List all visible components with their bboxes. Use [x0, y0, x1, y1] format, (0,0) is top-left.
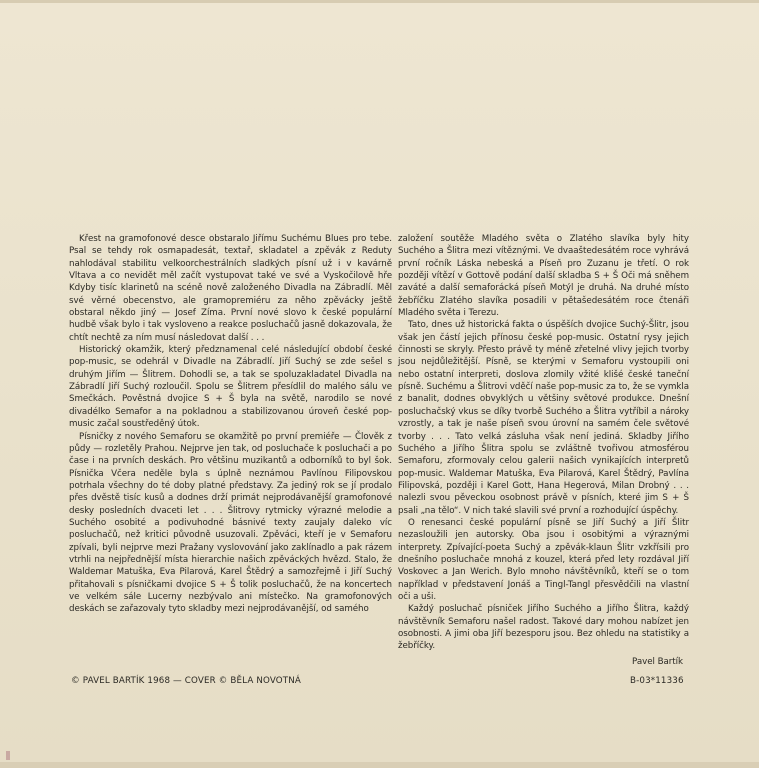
author-signature: Pavel Bartík [632, 656, 683, 667]
paragraph: Každý posluchač písniček Jiřího Suchého a Jiřího Šlitra, každý návštěvník Semaforu našel radost. Takové dary mohou nabízet jen osobnosti. A jimi oba Jiří bezesporu jsou. Bez ohledu na statistiky a žebříčky. [398, 604, 689, 652]
paragraph: Křest na gramofonové desce obstaralo Jiřímu Suchému Blues pro tebe. Psal se tehdy rok osmapadesát, textař, skladatel a zpěvák z Reduty nahlodával stabilitu velkoorchestrálních sladkých písní už i v kavárně Vltava a co nevidět měl začít vystupovat také ve své a Vyskočilově hře Kdyby tisíc klarinetů na scéně nově založeného Divadla na Zábradlí. Měl své věrné obecenstvo, ale gramopremiéru za něho zpěvácky ještě obstaral někdo jiný — Josef Zíma. První nové slovo k české populární hudbě však bylo i tak vysloveno a reakce posluchačů jasně dokazovala, že chtít nechtě za ním musí následovat další . . . [69, 234, 392, 343]
paragraph: Tato, dnes už historická fakta o úspěších dvojice Suchý-Šlitr, jsou však jen částí jejich přínosu české pop-music. Ostatní rysy jejich činnosti se skryly. Přesto právě ty méně zřetelné vlivy jejich tvorby jsou nejdůležitější. Písně, se kterými v Semaforu vystoupili oni nebo ostatní interpreti, doslova zlomily vžité klišé české taneční písně. Suchému a Šlitrovi vděčí naše pop-music za to, že se vymkla z banalit, dodnes obvyklých u většiny světové produkce. Dnešní posluchačský vkus se díky tvorbě Suchého a Šlitra vytříbil a nároky vzrostly, a tak je naše píseň svou úrovní na samém čele světové tvorby . . . Tato velká zásluha však není jediná. Skladby Jiřího Suchého a Jiřího Šlitra spolu se zvláštně tvořivou atmosférou Semaforu, zformovaly celou galerii našich vynikajících interpretů pop-music. Waldemar Matuška, Eva Pilarová, Karel Štědrý, Pavlína Filipovská, později i Karel Gott, Hana Hegerová, Milan Drobný . . . nalezli svou pěveckou osobnost právě v písních, které jim S + Š psali „na tělo“. V nich také slavili své první a rozhodující úspěchy. [398, 320, 689, 516]
copyright-credits: © PAVEL BARTÍK 1968 — COVER © BĚLA NOVOTNÁ [71, 676, 301, 686]
sleeve-bottom-edge [0, 762, 759, 768]
paragraph: založení soutěže Mladého světa o Zlatého slavíka byly hity Suchého a Šlitra mezi vítěznými. Ve dvaaštedesátém roce vyhrává první ročník Láska nebeská a Píseň pro Zuzanu je třetí. O rok později vítězí v Gottově podání další skladba S + Š Oči má sněhem zaváté a další semaforácká píseň Motýl je druhá. Na druhé místo žebříčku Zlatého slavíka posadili v pětašedesátém roce čtenáři Mladého světa i Terezu. [398, 234, 689, 319]
paragraph: Historický okamžik, který předznamenal celé následující období české pop-music, se odehrál v Divadle na Zábradlí. Jiří Suchý se zde sešel s druhým Jiřím — Šlitrem. Dohodli se, a tak se spoluzakladatel Divadla na Zábradlí Jiří Suchý rozloučil. Spolu se Šlitrem přesídlil do malého sálu ve Smečkách. Pověstná dvojice S + Š byla na světě, narodilo se nové divadélko Semafor a na pokladnou a stabilizovanou úroveň české pop-music začal soustředěný útok. [69, 345, 392, 430]
liner-notes-right-column [398, 233, 689, 668]
catalog-number: B-03*11336 [630, 676, 684, 686]
paragraph: Písničky z nového Semaforu se okamžitě po první premiéře — Člověk z půdy — rozletěly Prahou. Nejprve jen tak, od posluchače k posluchači a po čase i na prvních deskách. Pro většinu muzikantů a odborníků to byl šok. Písnička Včera neděle byla s úplně neznámou Pavlínou Filipovskou potrhala všechny do té doby platné představy. Za jediný rok se jí prodalo přes dvěstě tisíc kusů a dodnes drží primát nejprodávanější gramofonové desky posledních dvaceti let . . . Šlitrovy rytmicky výrazné melodie a Suchého osobité a podivuhodné básnivé texty zaujaly daleko víc posluchačů, než kritici původně usuzovali. Zpěváci, kteří je v Semaforu zpívali, byli nejprve mezi Pražany vyslovování jako zaklínadlo a pak rázem vtrhli na nejpřednější místa hierarchie našich zpěváckých hvězd. Stalo, že Waldemar Matuška, Eva Pilarová, Karel Štědrý a samozřejmě i Jiří Suchý přitahovali s písničkami dvojice S + Š tolik posluchačů, že na koncertech ve velkém sále Lucerny nezbývalo ani místečko. Na gramofonových deskách se zařazovaly tyto skladby mezi nejprodávanější, od samého [69, 431, 392, 615]
sleeve-wear-mark [6, 751, 10, 760]
liner-notes-left-column [69, 233, 392, 616]
paragraph: O renesanci české populární písně se Jiří Suchý a Jiří Šlitr nezasloužili jen autorsky. Oba jsou i osobitými a výraznými interprety. Zpívající-poeta Suchý a zpěvák-klaun Šlitr vzkřísili pro dnešního posluchače mnohá z kouzel, která před lety rozdával Jiří Voskovec a Jan Werich. Bylo mnoho návštěvníků, kteří se o tom například v představení Jonáš a Tingl-Tangl přesvědčili na vlastní oči a uši. [398, 517, 689, 602]
sleeve-top-edge [0, 0, 759, 3]
